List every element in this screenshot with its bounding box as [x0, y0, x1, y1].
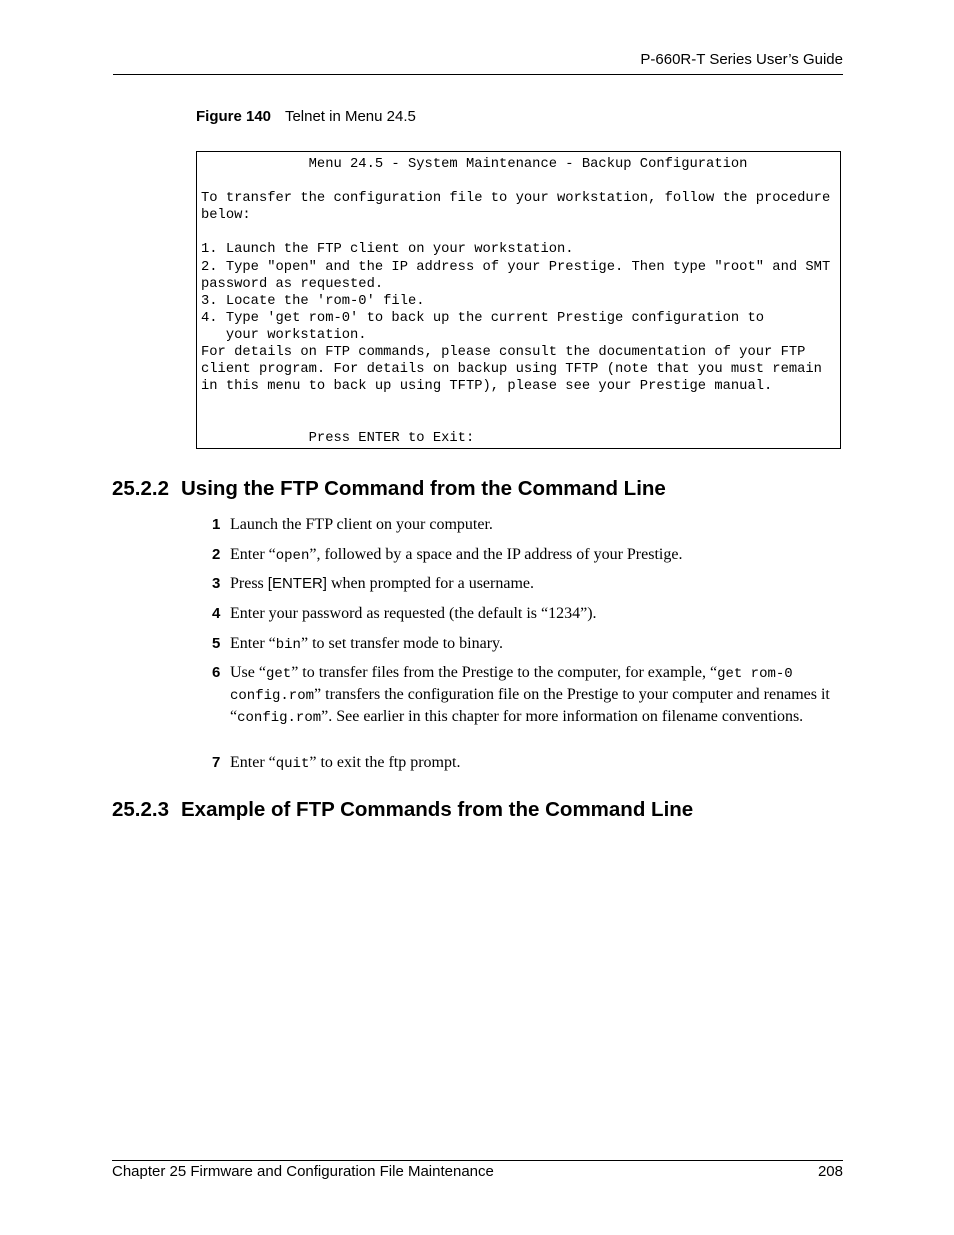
- section-heading-2522: [112, 477, 666, 501]
- terminal-screen: [196, 151, 841, 449]
- section-number: 25.2.2: [112, 477, 169, 500]
- page-number: 208: [817, 1163, 843, 1180]
- section-heading-2523: [112, 798, 693, 822]
- terminal-line: [201, 173, 830, 190]
- command-text: bin: [275, 637, 301, 653]
- section-title: Example of FTP Commands from the Command Line: [181, 798, 694, 821]
- step-number: 4: [212, 605, 221, 622]
- step-text: Launch the FTP client on your computer.: [230, 516, 493, 533]
- step-text: ”, followed by a space and the IP address of your Prestige.: [309, 546, 683, 563]
- terminal-line: For details on FTP commands, please consult the documentation of your FTP: [201, 345, 806, 361]
- step-text: ” to exit the ftp prompt.: [309, 754, 461, 771]
- figure-title: Telnet in Menu 24.5: [284, 108, 416, 125]
- terminal-line: below:: [201, 208, 251, 224]
- step-number: 6: [212, 664, 221, 681]
- chapter-title: Chapter 25 Firmware and Configuration File Maintenance: [112, 1163, 494, 1180]
- step-number: 1: [212, 516, 221, 533]
- step-number: 3: [212, 575, 221, 592]
- section-number: 25.2.3: [112, 798, 169, 821]
- command-text: quit: [275, 756, 310, 772]
- terminal-line: [201, 224, 830, 241]
- step-text: when prompted for a username.: [326, 575, 535, 592]
- command-text: get rom-0 config.rom: [230, 666, 793, 704]
- command-text: get: [265, 666, 292, 682]
- section-title: Using the FTP Command from the Command Line: [181, 477, 666, 500]
- step-text: Enter “: [230, 635, 276, 652]
- command-text: open: [275, 548, 310, 564]
- step-text: Use “: [230, 664, 266, 681]
- key-label: [ENTER]: [267, 575, 327, 592]
- terminal-line: 3. Locate the 'rom-0' file.: [201, 293, 425, 309]
- figure-number: Figure 140: [196, 108, 272, 125]
- terminal-line: [201, 412, 830, 429]
- guide-title: P-660R-T Series User’s Guide: [640, 51, 843, 68]
- page-footer: [112, 1160, 843, 1185]
- terminal-line: client program. For details on backup using TFTP (note that you must remain: [201, 362, 822, 378]
- step-text: Press: [230, 575, 268, 592]
- terminal-line: your workstation.: [201, 327, 367, 343]
- step-text: Enter your password as requested (the default is “1234”).: [230, 605, 597, 622]
- list-item: [212, 515, 837, 536]
- page-header: [113, 50, 843, 75]
- list-item: [212, 574, 837, 595]
- step-text: ” to transfer files from the Prestige to the computer, for example, “: [291, 664, 718, 681]
- list-item: [212, 753, 837, 775]
- terminal-line: 4. Type 'get rom-0' to back up the current Prestige configuration to: [201, 310, 765, 326]
- terminal-line: in this menu to back up using TFTP), please see your Prestige manual.: [201, 379, 773, 395]
- list-item: [212, 663, 837, 728]
- terminal-line: password as requested.: [201, 276, 384, 292]
- terminal-line: 1. Launch the FTP client on your workstation.: [201, 242, 574, 258]
- step-number: 5: [212, 635, 221, 652]
- step-text: ” to set transfer mode to binary.: [300, 635, 503, 652]
- terminal-line: [201, 395, 830, 412]
- step-text: Enter “: [230, 754, 276, 771]
- list-item: [212, 604, 837, 625]
- figure-caption: [196, 108, 416, 125]
- list-item: [212, 545, 837, 567]
- step-text: ”. See earlier in this chapter for more information on filename conventions.: [321, 707, 804, 725]
- step-number: 7: [212, 754, 221, 771]
- terminal-line: Press ENTER to Exit:: [201, 430, 475, 446]
- step-text: Enter “: [230, 546, 276, 563]
- step-number: 2: [212, 546, 221, 563]
- terminal-text: [201, 156, 830, 447]
- terminal-line: 2. Type "open" and the IP address of your Prestige. Then type "root" and SMT: [201, 259, 831, 275]
- step-text: ” transfers the configuration file on the Prestige to your computer and renames it “: [230, 685, 830, 725]
- terminal-line: Menu 24.5 - System Maintenance - Backup Configuration: [201, 157, 748, 172]
- list-item: [212, 634, 837, 656]
- filename-text: config.rom: [237, 709, 322, 726]
- terminal-line: To transfer the configuration file to your workstation, follow the procedure: [201, 191, 831, 207]
